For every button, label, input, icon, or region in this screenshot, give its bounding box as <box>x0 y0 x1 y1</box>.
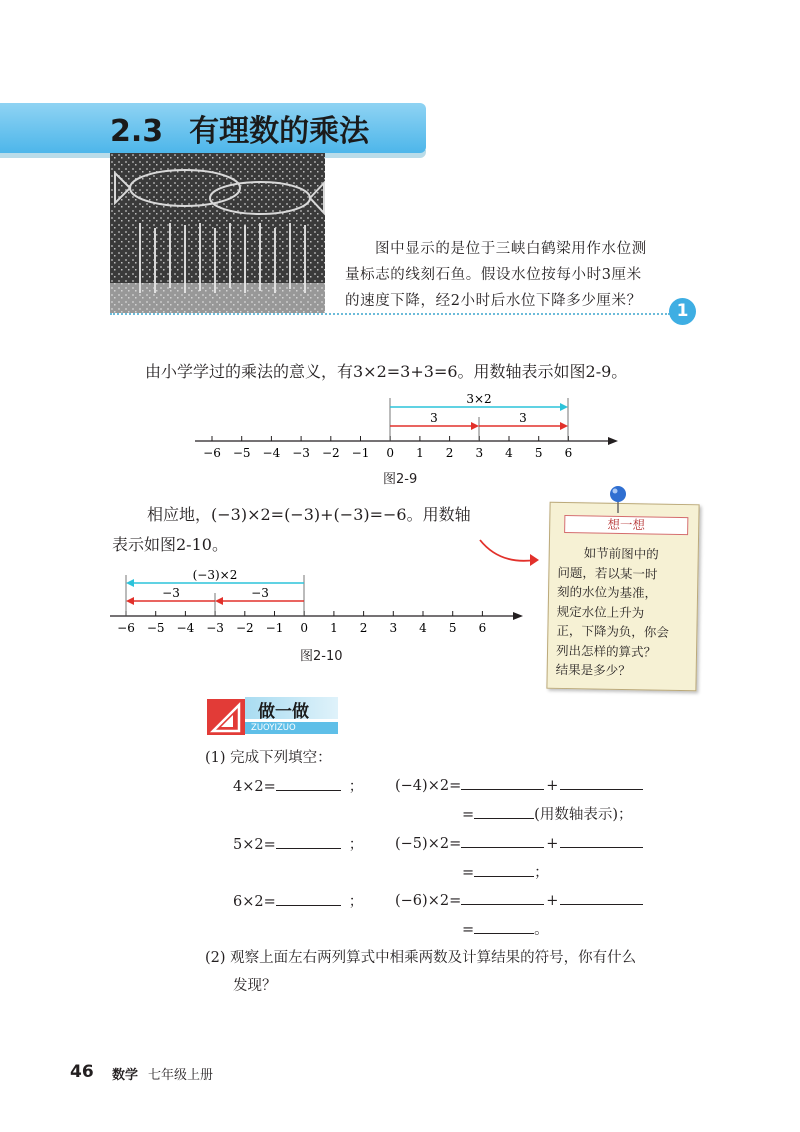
axis-tick-label: −5 <box>232 446 251 460</box>
total-label: (−3)×2 <box>192 568 238 582</box>
page-number: 46 <box>70 1062 94 1082</box>
result-note: 。 <box>534 922 549 938</box>
dotted-divider <box>110 313 670 315</box>
answer-blank[interactable] <box>474 862 534 877</box>
axis-tick-label: 5 <box>448 621 457 635</box>
answer-blank[interactable] <box>276 776 341 791</box>
axis-tick-label: 6 <box>564 446 573 460</box>
exercise-result <box>462 861 549 882</box>
plus-sign: + <box>546 836 559 852</box>
result-note: ； <box>534 865 549 881</box>
equals-sign: = <box>462 865 475 881</box>
equals-sign: = <box>462 807 475 823</box>
axis-tick-label: −3 <box>292 446 310 460</box>
section-name: 有理数的乘法 <box>189 114 370 149</box>
exercise-left <box>233 833 363 854</box>
note-line: 刻的水位为基准， <box>556 583 658 601</box>
axis-tick-label: −3 <box>206 621 224 635</box>
activity-title: 做一做 <box>258 702 309 722</box>
answer-blank[interactable] <box>461 890 544 905</box>
problem-badge: 1 <box>669 298 696 325</box>
axis-tick-label: 5 <box>534 446 543 460</box>
exercise-left <box>233 890 363 911</box>
number-line-fig-2-10 <box>105 565 535 645</box>
paragraph-negative-multiplication <box>112 500 471 560</box>
separator: ； <box>348 779 364 795</box>
axis-arrowhead <box>513 612 523 620</box>
activity-triangle-icon <box>205 697 247 737</box>
axis-tick-label: −2 <box>321 446 340 460</box>
axis-tick-label: 3 <box>389 621 398 635</box>
intro-line: 量标志的线刻石鱼。假设水位按每小时3厘米 <box>345 267 642 283</box>
note-line: 规定水位上升为 <box>556 603 645 620</box>
axis-tick-label: 2 <box>445 446 454 460</box>
equals-sign: = <box>462 922 475 938</box>
number-line-fig-2-9 <box>190 390 620 465</box>
exercise-result <box>462 803 632 824</box>
axis-tick-label: −4 <box>176 621 195 635</box>
axis-arrowhead <box>608 437 618 445</box>
axis-tick-label: −4 <box>262 446 281 460</box>
note-title: 想一想 <box>564 515 688 535</box>
axis-tick-label: 3 <box>475 446 484 460</box>
paragraph-line: 相应地，(−3)×2=(−3)+(−3)=−6。用数轴 <box>147 505 471 524</box>
figure-caption: 图2-10 <box>300 649 343 664</box>
note-line: 列出怎样的算式？ <box>555 642 657 660</box>
total-label: 3×2 <box>466 392 492 406</box>
footer-subject: 数学 <box>112 1068 139 1083</box>
equation-text: (−4)×2= <box>395 778 462 794</box>
answer-blank[interactable] <box>560 775 643 790</box>
axis-tick-label: −5 <box>146 621 165 635</box>
activity-subtitle: ZUOYIZUO <box>245 722 338 734</box>
note-text <box>556 543 690 682</box>
step-label: −3 <box>251 586 269 600</box>
figure-caption: 图2-9 <box>383 472 418 487</box>
axis-tick-label: 2 <box>359 621 368 635</box>
note-line: 正，下降为负，你会 <box>556 622 670 640</box>
axis-tick-label: 4 <box>419 621 427 635</box>
intro-line: 的速度下降，经2小时后水位下降多少厘米？ <box>345 293 642 309</box>
paragraph-line: 表示如图2-10。 <box>112 535 228 554</box>
equation-text: 4×2= <box>233 779 276 795</box>
equation-text: (−5)×2= <box>395 836 462 852</box>
equation-text: (−6)×2= <box>395 893 462 909</box>
separator: ； <box>348 894 364 910</box>
step-label: 3 <box>519 411 527 425</box>
intro-line: 图中显示的是位于三峡白鹤梁用作水位测 <box>375 241 647 257</box>
plus-sign: + <box>546 778 559 794</box>
answer-blank[interactable] <box>276 891 341 906</box>
axis-tick-label: 0 <box>386 446 395 460</box>
answer-blank[interactable] <box>560 890 643 905</box>
axis-tick-label: 1 <box>416 446 424 460</box>
section-number: 2.3 <box>110 114 164 149</box>
intro-paragraph <box>345 236 675 314</box>
exercise-right <box>395 890 643 909</box>
pointer-arrow-icon <box>475 535 545 575</box>
axis-tick-label: −1 <box>351 446 370 460</box>
note-line: 问题，若以某一时 <box>557 564 658 582</box>
axis-tick-label: 0 <box>300 621 309 635</box>
note-line: 如节前图中的 <box>583 545 659 562</box>
axis-tick-label: 1 <box>330 621 338 635</box>
exercise-right <box>395 775 643 794</box>
section-title <box>110 106 369 150</box>
answer-blank[interactable] <box>560 833 643 848</box>
plus-sign: + <box>546 893 559 909</box>
stone-fish-photo <box>110 153 325 313</box>
question-2-line: (2) 观察上面左右两列算式中相乘两数及计算结果的符号，你有什么 <box>205 950 637 966</box>
result-note: (用数轴表示)； <box>534 807 633 823</box>
question-2-line: 发现？ <box>233 978 277 994</box>
axis-tick-label: −2 <box>235 621 254 635</box>
step-label: 3 <box>430 411 438 425</box>
exercise-left <box>233 775 363 796</box>
step-label: −3 <box>162 586 180 600</box>
equation-text: 6×2= <box>233 894 276 910</box>
exercise-right <box>395 833 643 852</box>
axis-tick-label: 6 <box>478 621 487 635</box>
axis-tick-label: −1 <box>265 621 284 635</box>
footer-grade: 七年级上册 <box>148 1068 214 1083</box>
answer-blank[interactable] <box>461 775 544 790</box>
note-line: 结果是多少？ <box>555 661 631 679</box>
exercise-result <box>462 918 549 939</box>
paragraph-multiplication-meaning: 由小学学过的乘法的意义，有3×2=3+3=6。用数轴表示如图2-9。 <box>145 362 628 381</box>
answer-blank[interactable] <box>461 833 544 848</box>
equation-text: 5×2= <box>233 837 276 853</box>
axis-tick-label: −6 <box>203 446 221 460</box>
axis-tick-label: 4 <box>505 446 513 460</box>
answer-blank[interactable] <box>276 834 341 849</box>
question-1-label: (1) 完成下列填空： <box>205 750 332 766</box>
axis-tick-label: −6 <box>117 621 135 635</box>
separator: ； <box>348 837 364 853</box>
pushpin-icon <box>607 484 629 514</box>
answer-blank[interactable] <box>474 919 534 934</box>
answer-blank[interactable] <box>474 804 534 819</box>
think-note-card <box>546 502 699 692</box>
